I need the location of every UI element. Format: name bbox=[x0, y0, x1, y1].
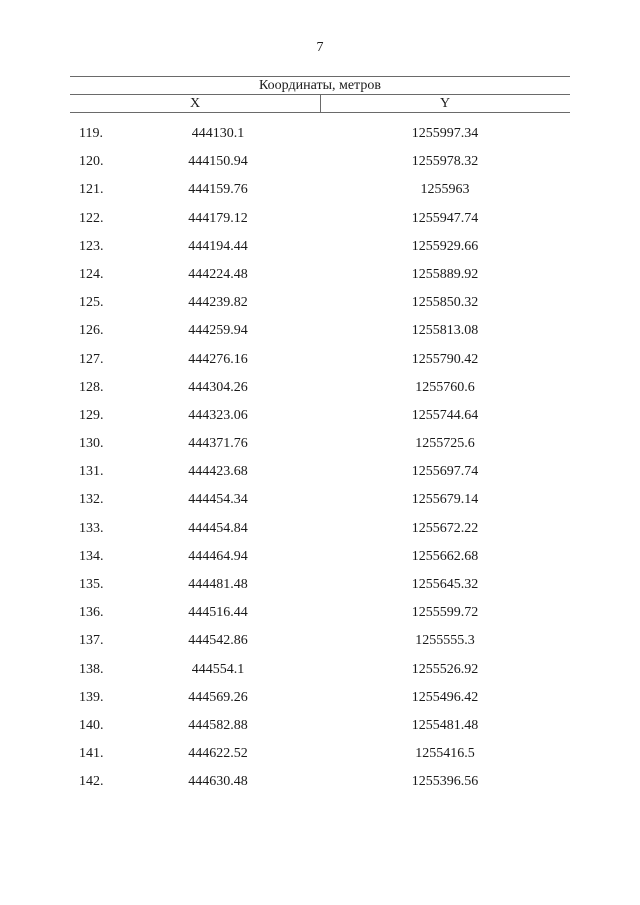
row-number: 138. bbox=[79, 661, 104, 677]
cell-x: 444179.12 bbox=[188, 210, 248, 226]
row-number: 134. bbox=[79, 548, 104, 564]
cell-y: 1255672.22 bbox=[411, 520, 479, 536]
row-number: 132. bbox=[79, 492, 104, 508]
row-number: 124. bbox=[79, 266, 104, 282]
cell-y: 1255496.42 bbox=[411, 689, 479, 705]
cell-x: 444630.48 bbox=[188, 774, 248, 790]
table-row bbox=[0, 548, 640, 576]
cell-y: 1255760.6 bbox=[415, 379, 475, 395]
table-row bbox=[0, 125, 640, 153]
cell-y: 1255790.42 bbox=[411, 351, 479, 367]
cell-x: 444622.52 bbox=[188, 746, 248, 762]
table-row bbox=[0, 689, 640, 717]
table-title: Координаты, метров bbox=[259, 78, 381, 93]
table-row bbox=[0, 210, 640, 238]
cell-x: 444371.76 bbox=[188, 436, 248, 452]
table-header bbox=[70, 76, 570, 113]
table-row bbox=[0, 322, 640, 350]
cell-y: 1255645.32 bbox=[411, 577, 479, 592]
row-number: 139. bbox=[79, 689, 104, 705]
table-row bbox=[0, 773, 640, 801]
cell-y: 1255978.32 bbox=[411, 154, 479, 170]
table-row bbox=[0, 266, 640, 294]
table-row bbox=[0, 407, 640, 435]
row-number: 127. bbox=[79, 351, 104, 367]
cell-y: 1255929.66 bbox=[411, 238, 479, 254]
row-number: 136. bbox=[79, 605, 104, 621]
row-number: 131. bbox=[79, 464, 104, 480]
cell-y: 1255396.56 bbox=[411, 774, 479, 790]
row-number: 122. bbox=[79, 210, 104, 226]
cell-x: 444569.26 bbox=[188, 689, 248, 705]
cell-y: 1255963 bbox=[420, 182, 470, 198]
cell-y: 1255555.3 bbox=[415, 633, 475, 649]
cell-x: 444276.16 bbox=[188, 351, 248, 367]
table-row bbox=[0, 351, 640, 379]
cell-x: 444224.48 bbox=[188, 266, 248, 282]
row-number: 133. bbox=[79, 520, 104, 536]
column-header-y: Y bbox=[439, 96, 451, 111]
row-number: 137. bbox=[79, 633, 104, 649]
cell-x: 444304.26 bbox=[188, 379, 248, 395]
cell-x: 444423.68 bbox=[188, 464, 248, 480]
table-row bbox=[0, 661, 640, 689]
cell-x: 444554.1 bbox=[191, 661, 245, 677]
row-number: 126. bbox=[79, 323, 104, 339]
cell-x: 444323.06 bbox=[188, 407, 248, 423]
cell-x: 444582.88 bbox=[188, 717, 248, 733]
cell-y: 1255416.5 bbox=[415, 746, 475, 762]
table-body bbox=[0, 125, 640, 802]
table-row bbox=[0, 379, 640, 407]
table-row bbox=[0, 463, 640, 491]
cell-y: 1255599.72 bbox=[411, 605, 479, 621]
header-bottom-rule bbox=[70, 112, 570, 113]
table-row bbox=[0, 238, 640, 266]
row-number: 141. bbox=[79, 746, 104, 762]
row-number: 125. bbox=[79, 295, 104, 311]
table-row bbox=[0, 576, 640, 604]
table-row bbox=[0, 153, 640, 181]
cell-x: 444159.76 bbox=[188, 182, 248, 198]
cell-x: 444464.94 bbox=[188, 548, 248, 564]
cell-x: 444454.34 bbox=[188, 492, 248, 508]
table-row bbox=[0, 294, 640, 322]
column-header-x: X bbox=[189, 96, 201, 111]
cell-x: 444194.44 bbox=[188, 238, 248, 254]
cell-y: 1255744.64 bbox=[411, 407, 479, 423]
row-number: 128. bbox=[79, 379, 104, 395]
cell-x: 444130.1 bbox=[191, 126, 245, 141]
table-row bbox=[0, 491, 640, 519]
cell-y: 1255725.6 bbox=[415, 436, 475, 452]
cell-y: 1255813.08 bbox=[411, 323, 479, 339]
cell-y: 1255662.68 bbox=[411, 548, 479, 564]
table-row bbox=[0, 632, 640, 660]
cell-y: 1255997.34 bbox=[411, 126, 479, 141]
row-number: 142. bbox=[79, 774, 104, 790]
cell-x: 444150.94 bbox=[188, 154, 248, 170]
row-number: 129. bbox=[79, 407, 104, 423]
row-number: 121. bbox=[79, 182, 104, 198]
row-number: 135. bbox=[79, 577, 104, 592]
table-row bbox=[0, 717, 640, 745]
cell-y: 1255889.92 bbox=[411, 266, 479, 282]
cell-y: 1255481.48 bbox=[411, 717, 479, 733]
header-top-rule bbox=[70, 76, 570, 77]
cell-x: 444481.48 bbox=[188, 577, 248, 592]
row-number: 123. bbox=[79, 238, 104, 254]
cell-y: 1255850.32 bbox=[411, 295, 479, 311]
page-number: 7 bbox=[316, 40, 324, 55]
cell-y: 1255947.74 bbox=[411, 210, 479, 226]
cell-x: 444454.84 bbox=[188, 520, 248, 536]
cell-y: 1255679.14 bbox=[411, 492, 479, 508]
cell-x: 444239.82 bbox=[188, 295, 248, 311]
row-number: 130. bbox=[79, 436, 104, 452]
table-row bbox=[0, 181, 640, 209]
cell-x: 444516.44 bbox=[188, 605, 248, 621]
row-number: 140. bbox=[79, 717, 104, 733]
cell-x: 444542.86 bbox=[188, 633, 248, 649]
table-row bbox=[0, 520, 640, 548]
cell-y: 1255526.92 bbox=[411, 661, 479, 677]
cell-x: 444259.94 bbox=[188, 323, 248, 339]
table-row bbox=[0, 604, 640, 632]
row-number: 120. bbox=[79, 154, 104, 170]
table-row bbox=[0, 745, 640, 773]
cell-y: 1255697.74 bbox=[411, 464, 479, 480]
table-row bbox=[0, 435, 640, 463]
row-number: 119. bbox=[79, 126, 103, 141]
